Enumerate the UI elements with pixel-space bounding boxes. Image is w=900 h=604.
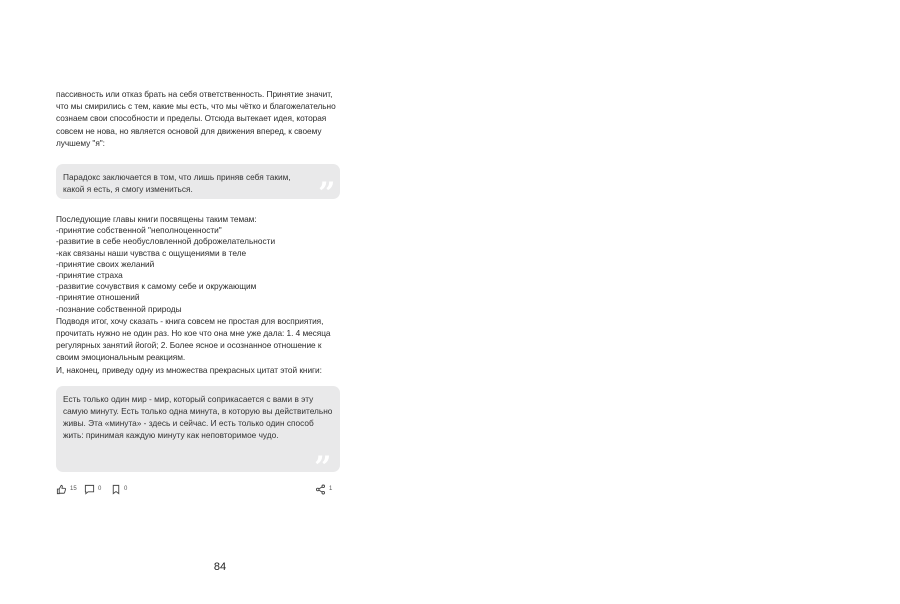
closing-line: И, наконец, приведу одну из множества прекрасных цитат этой книги:	[56, 364, 322, 375]
quote-block-1	[56, 159, 340, 199]
comment-icon	[84, 484, 95, 495]
summary-paragraph: Подводя итог, хочу сказать - книга совсем не простая для восприятия, прочитать нужно не один раз. Но кое что она мне уже дала: 1. 4 месяца регулярных занятий йогой; 2. Более ясное и осознанное отношение к своим эмоциональным реакциям.	[56, 315, 331, 363]
post-actions	[56, 484, 340, 498]
list-item: -развитие в себе необусловленной доброжелательности	[56, 236, 276, 247]
bookmark-icon	[111, 484, 121, 495]
topics-title: Последующие главы книги посвящены таким темам:	[56, 214, 257, 225]
post-content	[56, 88, 340, 498]
list-item: -познание собственной природы	[56, 303, 182, 314]
comment-button[interactable]	[84, 484, 101, 495]
share-button[interactable]	[315, 484, 332, 495]
bookmark-button[interactable]	[111, 484, 127, 495]
intro-paragraph: пассивность или отказ брать на себя ответственность. Принятие значит, что мы смирились с тем, какие мы есть, что мы чётко и благожелательно сознаем свои способности и пределы. Отсюда вытекает идея, которая совсем не нова, но является основой для движения вперед, к своему лучшему "я":	[56, 89, 336, 148]
topic-list	[56, 225, 340, 315]
list-item: -принятие своих желаний	[56, 258, 155, 269]
list-item: -принятие страха	[56, 270, 123, 281]
quote-text-2: Есть только один мир - мир, который соприкасается с вами в эту самую минуту. Есть только одна минута, в которую вы действительно живы. Эта «минута» - здесь и сейчас. И есть только один способ жить: принимая каждую минуту как неповторимое чудо.	[63, 393, 333, 441]
share-count: 1	[329, 486, 333, 493]
quote-mark-icon: „	[318, 159, 336, 195]
quote-block-2	[56, 386, 340, 472]
list-item: -принятие отношений	[56, 292, 140, 303]
thumb-up-icon	[56, 484, 67, 495]
quote-mark-icon: „	[314, 432, 332, 468]
like-button[interactable]	[56, 484, 77, 495]
list-item: -развитие сочувствия к самому себе и окружающим	[56, 281, 257, 292]
list-item: -принятие собственной "неполноценности"	[56, 225, 222, 236]
page-number: 84	[213, 561, 227, 573]
quote-text-1: Парадокс заключается в том, что лишь приняв себя таким, какой я есть, я смогу измениться.	[63, 172, 291, 195]
list-item: -как связаны наши чувства с ощущениями в теле	[56, 247, 247, 258]
comment-count: 0	[98, 486, 102, 493]
share-icon	[315, 484, 326, 495]
like-count: 15	[70, 486, 77, 493]
bookmark-count: 0	[124, 486, 128, 493]
